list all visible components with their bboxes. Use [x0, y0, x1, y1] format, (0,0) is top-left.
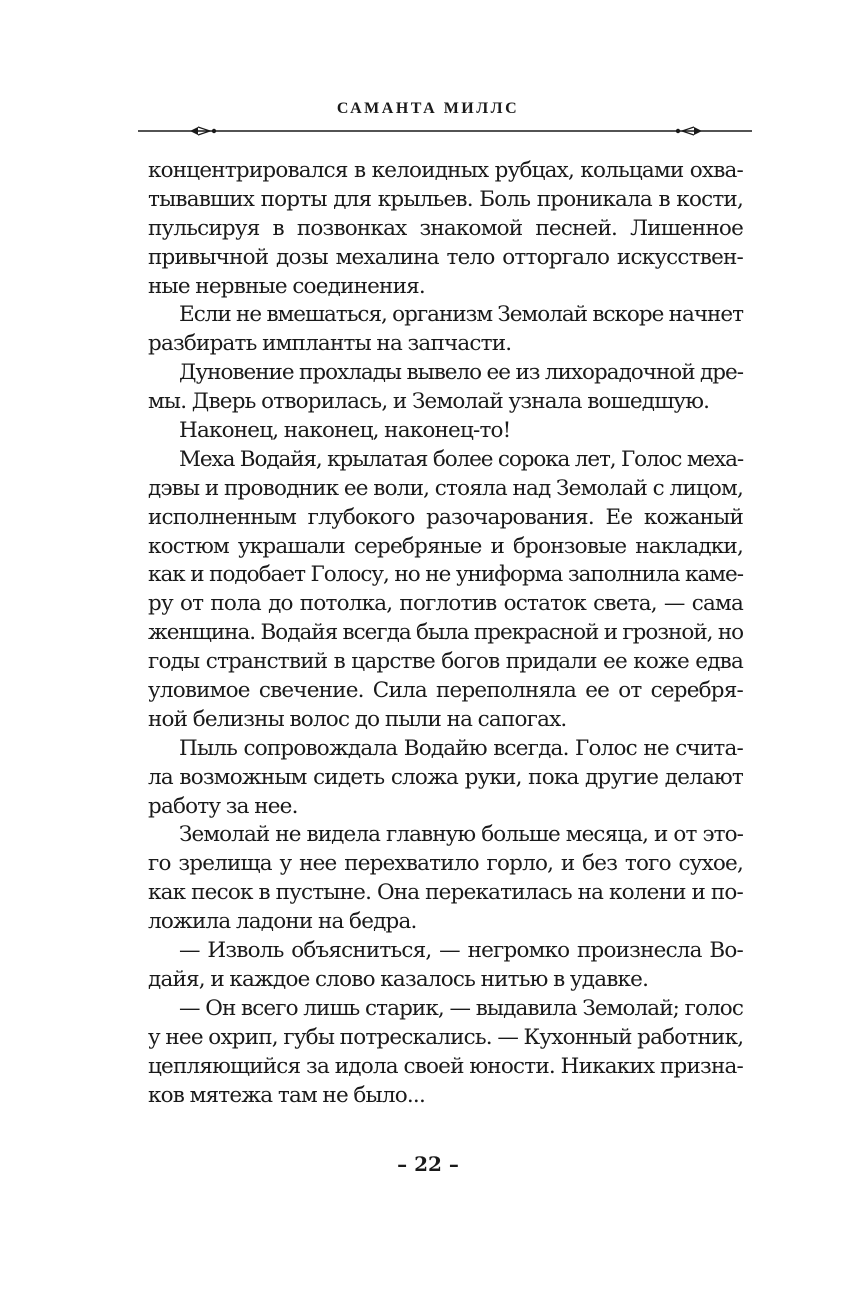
header-ornament-rule: [138, 120, 752, 140]
text-line: — Он всего лишь старик, — выдавила Земолай; голос: [179, 995, 743, 1021]
text-line: тывавших порты для крыльев. Боль проникала в кости,: [148, 186, 743, 212]
text-line: женщина. Водайя всегда была прекрасной и грозной, но: [148, 620, 744, 646]
text-line: дайя, и каждое слово казалось нитью в удавке.: [148, 966, 649, 992]
text-line: разбирать импланты на запчасти.: [148, 331, 512, 357]
text-line: Меха Водайя, крылатая более сорока лет, Голос меха-: [179, 446, 743, 472]
text-line: цепляющийся за идола своей юности. Никаких призна-: [148, 1053, 743, 1079]
text-line: у нее охрип, губы потрескались. — Кухонный работник,: [148, 1024, 744, 1050]
text-line: ной белизны волос до пыли на сапогах.: [148, 706, 567, 732]
text-line: Дуновение прохлады вывело ее из лихорадочной дре-: [179, 360, 743, 386]
text-line: мы. Дверь отворилась, и Земолай узнала вошедшую.: [148, 389, 710, 415]
body-text: [148, 157, 743, 1110]
text-line: Наконец, наконец, наконец-то!: [179, 418, 511, 444]
text-line: как и подобает Голосу, но не униформа заполнила каме-: [148, 562, 743, 588]
text-line: исполненным глубокого разочарования. Ее кожаный: [148, 504, 743, 530]
text-line: пульсируя в позвонках знакомой песней. Лишенное: [148, 215, 743, 241]
text-line: дэвы и проводник ее воли, стояла над Земолай с лицом,: [148, 475, 743, 501]
text-line: годы странствий в царстве богов придали ее коже едва: [148, 649, 743, 675]
text-line: ла возможным сидеть сложа руки, пока другие делают: [148, 764, 743, 790]
page-number: – 22 –: [397, 1152, 459, 1176]
text-line: ложила ладони на бедра.: [148, 909, 417, 935]
text-line: уловимое свечение. Сила переполняла ее от серебря-: [148, 678, 743, 704]
text-line: го зрелища у нее перехватило горло, и без того сухое,: [148, 851, 743, 877]
text-line: ные нервные соединения.: [148, 273, 425, 299]
text-line: работу за нее.: [148, 793, 298, 819]
text-line: концентрировался в келоидных рубцах, кольцами охва-: [148, 158, 743, 183]
text-line: — Изволь объясниться, — негромко произнесла Во-: [179, 938, 743, 964]
running-head: САМАНТА МИЛЛС: [336, 100, 520, 117]
text-line: привычной дозы мехалина тело отторгало искусствен-: [148, 244, 743, 270]
text-line: Если не вмешаться, организм Земолай вскоре начнет: [179, 302, 743, 328]
text-line: Пыль сопровождала Водайю всегда. Голос не счита-: [179, 735, 743, 761]
text-line: ру от пола до потолка, поглотив остаток света, — сама: [148, 591, 743, 617]
text-line: ков мятежа там не было...: [148, 1082, 425, 1108]
text-line: Земолай не видела главную больше месяца, и от это-: [179, 822, 743, 848]
text-line: костюм украшали серебряные и бронзовые накладки,: [148, 533, 743, 559]
text-line: как песок в пустыне. Она перекатилась на колени и по-: [148, 880, 743, 906]
